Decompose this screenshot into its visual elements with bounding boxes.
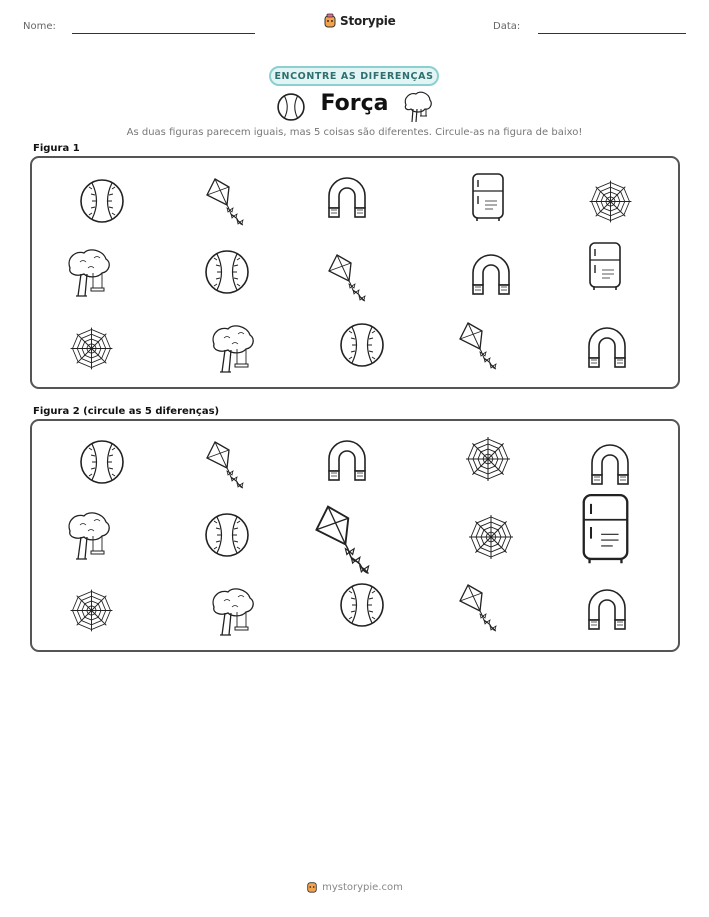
figure2-web-icon[interactable] bbox=[458, 429, 518, 489]
figure2-tree-icon[interactable] bbox=[60, 505, 120, 565]
figure2-web-icon[interactable] bbox=[461, 507, 521, 567]
brand-name: Storypie bbox=[340, 14, 396, 28]
figure1-fridge-icon bbox=[458, 167, 518, 227]
figure2-baseball-icon[interactable] bbox=[72, 432, 132, 492]
figure1-baseball-icon bbox=[332, 315, 392, 375]
figure1-fridge-icon bbox=[575, 236, 635, 296]
storypie-logo bbox=[323, 13, 396, 29]
figure1-web-icon bbox=[63, 320, 120, 377]
figure1-web-icon bbox=[582, 173, 639, 230]
date-line[interactable] bbox=[538, 33, 686, 34]
storypie-mascot-icon bbox=[323, 13, 337, 29]
figure2-web-icon[interactable] bbox=[63, 582, 120, 639]
figure1-kite-icon bbox=[448, 315, 508, 375]
figure2-kite-icon[interactable] bbox=[299, 495, 386, 582]
figure1-magnet-icon bbox=[461, 245, 521, 305]
instructions: As duas figuras parecem iguais, mas 5 coisas são diferentes. Circule-as na figura de baixo! bbox=[126, 127, 583, 138]
figure1-kite-icon bbox=[195, 171, 255, 231]
storypie-footer-icon bbox=[306, 880, 318, 894]
figure2-kite-icon[interactable] bbox=[195, 434, 255, 494]
title-tree-icon bbox=[403, 91, 433, 123]
figure1-tree-icon bbox=[60, 242, 120, 302]
date-label: Data: bbox=[493, 21, 521, 32]
figure1-baseball-icon bbox=[72, 171, 132, 231]
name-line[interactable] bbox=[72, 33, 255, 34]
page-title: Força bbox=[320, 91, 389, 116]
figure2-fridge-icon[interactable] bbox=[562, 485, 649, 572]
figure2-label: Figura 2 (circule as 5 diferenças) bbox=[33, 406, 220, 417]
figure2-kite-icon[interactable] bbox=[448, 577, 508, 637]
figure2-baseball-icon[interactable] bbox=[197, 505, 257, 565]
figure1-magnet-icon bbox=[577, 318, 637, 378]
footer bbox=[0, 880, 709, 894]
figure1-magnet-icon bbox=[317, 168, 377, 228]
figure1-baseball-icon bbox=[197, 242, 257, 302]
badge: ENCONTRE AS DIFERENÇAS bbox=[269, 66, 439, 86]
figure1-label: Figura 1 bbox=[33, 143, 80, 154]
footer-url: mystorypie.com bbox=[322, 881, 403, 893]
figure1-tree-icon bbox=[204, 318, 264, 378]
figure2-baseball-icon[interactable] bbox=[332, 575, 392, 635]
name-label: Nome: bbox=[23, 21, 56, 32]
figure2-magnet-icon[interactable] bbox=[577, 580, 637, 640]
figure1-kite-icon bbox=[317, 247, 377, 307]
figure2-magnet-icon[interactable] bbox=[317, 431, 377, 491]
figure2-tree-icon[interactable] bbox=[204, 581, 264, 641]
